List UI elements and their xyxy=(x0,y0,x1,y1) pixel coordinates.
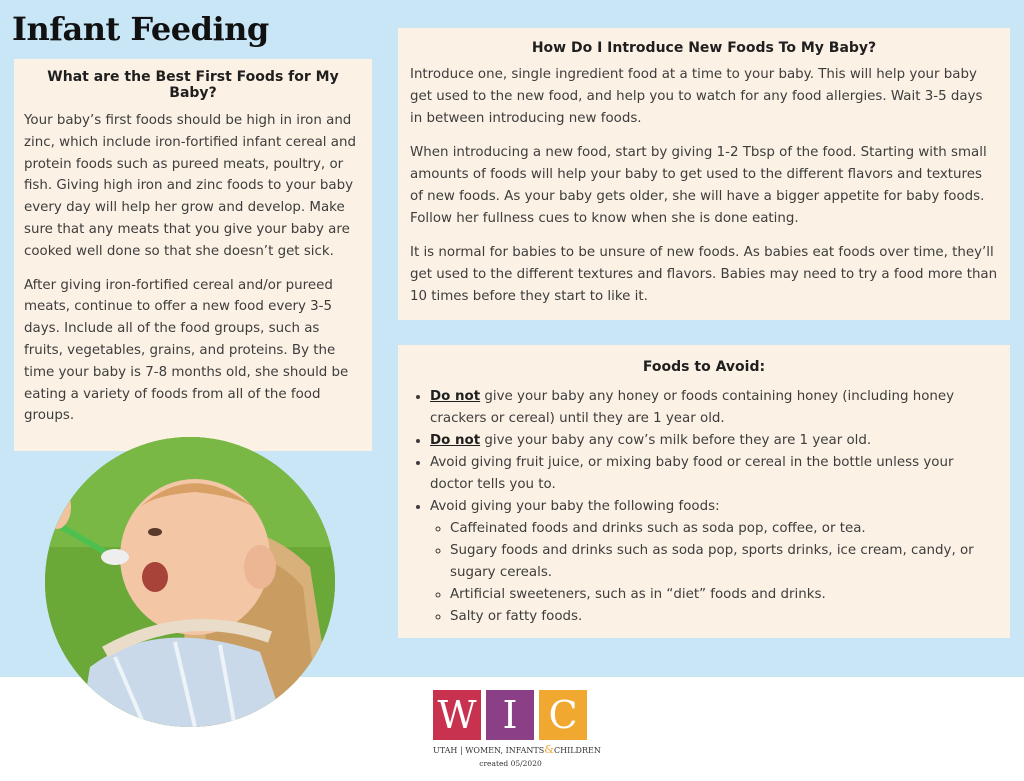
introduce-foods-heading: How Do I Introduce New Foods To My Baby? xyxy=(531,40,877,56)
logo-caption-end: CHILDREN xyxy=(553,746,601,755)
best-first-foods-card xyxy=(14,59,372,451)
do-not-emphasis: Do not xyxy=(430,389,481,404)
best-first-foods-heading: What are the Best First Foods for My Baby? xyxy=(47,69,339,101)
logo-tile-c xyxy=(539,690,587,740)
best-first-foods-paragraph-1: Your baby’s first foods should be high in iron and zinc, which include iron-fortified infant cereal and protein foods such as pureed meats, poultry, or fish. Giving high iron and zinc foods to your baby every day will help her grow and develop. Make sure that any meats that you give your baby are cooked well done so that she doesn’t get sick. xyxy=(24,113,356,259)
list-item xyxy=(430,430,996,452)
created-date: created 05/2020 xyxy=(479,759,542,768)
sublist-item: ◦ Salty or fatty foods. xyxy=(450,606,996,628)
logo-caption-amp: & xyxy=(544,743,554,756)
list-item-text: give your baby any honey or foods containing honey (including honey crackers or cereal) until they are 1 year old. xyxy=(430,389,955,426)
logo-tile-i xyxy=(486,690,534,740)
introduce-foods-card xyxy=(398,28,1010,320)
foods-to-avoid-list xyxy=(412,386,996,628)
logo-tile-w xyxy=(433,690,481,740)
introduce-foods-paragraph-3: It is normal for babies to be unsure of new foods. As babies eat foods over time, they’ll get used to the different textures and flavors. Babies may need to try a food more than 10 times before they start to like it. xyxy=(410,245,998,304)
list-item-text: give your baby any cow’s milk before they are 1 year old. xyxy=(480,433,872,448)
list-item xyxy=(430,496,996,628)
list-item xyxy=(430,386,996,430)
list-item-text: Avoid giving your baby the following foods: xyxy=(430,499,720,514)
sublist-item: ◦ Caffeinated foods and drinks such as soda pop, coffee, or tea. xyxy=(450,518,996,540)
logo-caption-name: WOMEN, INFANTS xyxy=(465,746,545,755)
wic-logo xyxy=(433,690,601,775)
sublist-item: ◦ Sugary foods and drinks such as soda pop, sports drinks, ice cream, candy, or sugary cereals. xyxy=(450,540,996,584)
sublist-item: ◦ Artificial sweeteners, such as in “diet” foods and drinks. xyxy=(450,584,996,606)
introduce-foods-paragraph-1: Introduce one, single ingredient food at a time to your baby. This will help your baby get used to the new food, and help you to watch for any food allergies. Wait 3-5 days in between introducing new foods. xyxy=(410,67,983,126)
do-not-emphasis: Do not xyxy=(430,433,481,448)
best-first-foods-paragraph-2: After giving iron-fortified cereal and/or pureed meats, continue to offer a new food every 3-5 days. Include all of the food groups, such as fruits, vegetables, grains, and proteins. By the time your baby is 7-8 months old, she should be eating a variety of foods from all of the food groups. xyxy=(24,277,349,424)
introduce-foods-paragraph-2: When introducing a new food, start by giving 1-2 Tbsp of the food. Starting with small amounts of foods will help your baby to get used to the different flavors and textures of new foods. As your baby gets older, she will have a bigger appetite for baby foods. Follow her fullness cues to know when she is done eating. xyxy=(410,145,987,226)
baby-illustration xyxy=(45,437,335,727)
logo-letter-i: I xyxy=(502,693,518,737)
page-title: Infant Feeding xyxy=(12,10,269,48)
list-item-text: Avoid giving fruit juice, or mixing baby food or cereal in the bottle unless your doctor tells you to. xyxy=(430,455,954,492)
foods-to-avoid-card xyxy=(398,345,1010,638)
logo-letter-c: C xyxy=(548,693,578,737)
avoid-foods-sublist xyxy=(430,518,996,628)
logo-caption-utah: UTAH xyxy=(433,746,458,755)
logo-letter-w: W xyxy=(437,693,477,737)
list-item xyxy=(430,452,996,496)
foods-to-avoid-heading: Foods to Avoid: xyxy=(642,359,766,375)
baby-eating-photo xyxy=(45,437,335,727)
logo-caption: UTAH | WOMEN, INFANTS&CHILDREN xyxy=(433,743,601,756)
